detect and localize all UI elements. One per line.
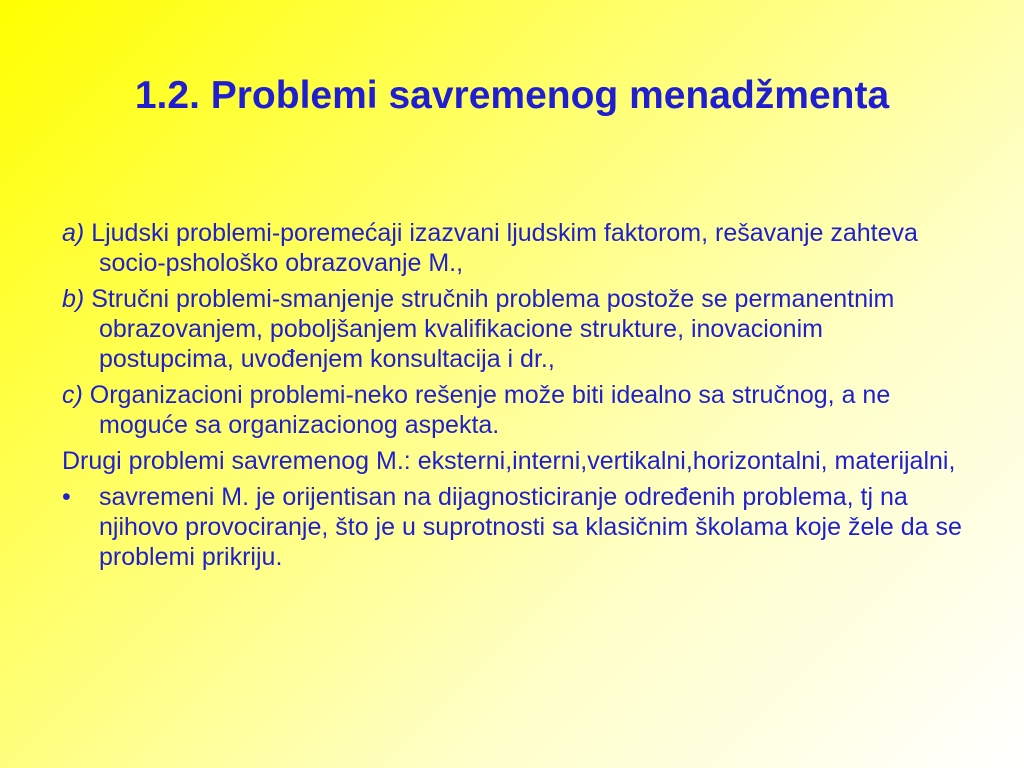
slide-title: 1.2. Problemi savremenog menadžmenta [134,74,890,117]
item-text-b: Stručni problemi-smanjenje stručnih problema postože se permanentnim obrazovanjem, poboljšanjem kvalifikacione strukture, inovacionim postupcima, uvođenjem konsultacija i dr., [91,285,895,373]
item-letter-b: b) [62,285,85,313]
other-problems-paragraph [62,446,962,476]
item-text-c: Organizacioni problemi-neko rešenje može biti idealno sa stručnog, a ne moguće sa organizacionog aspekta. [89,381,891,439]
other-problems-text: Drugi problemi savremenog M.: eksterni,interni,vertikalni,horizontalni, materijalni, [62,447,956,475]
item-letter-c: c) [62,381,83,409]
item-text-a: Ljudski problemi-poremećaji izazvani ljudskim faktorom, rešavanje zahteva socio-pshološko obrazovanje M., [91,219,918,277]
list-item-a [62,218,962,278]
bullet-text: savremeni M. je orijentisan na dijagnosticiranje određenih problema, tj na njihovo provociranje, što je u suprotnosti sa klasičnim školama koje žele da se problemi prikriju. [99,483,962,571]
list-item-c [62,380,962,440]
bullet-item [62,482,962,572]
list-item-b [62,284,962,374]
item-letter-a: a) [62,219,85,247]
slide-body [62,218,962,578]
bullet-icon: • [62,483,71,511]
